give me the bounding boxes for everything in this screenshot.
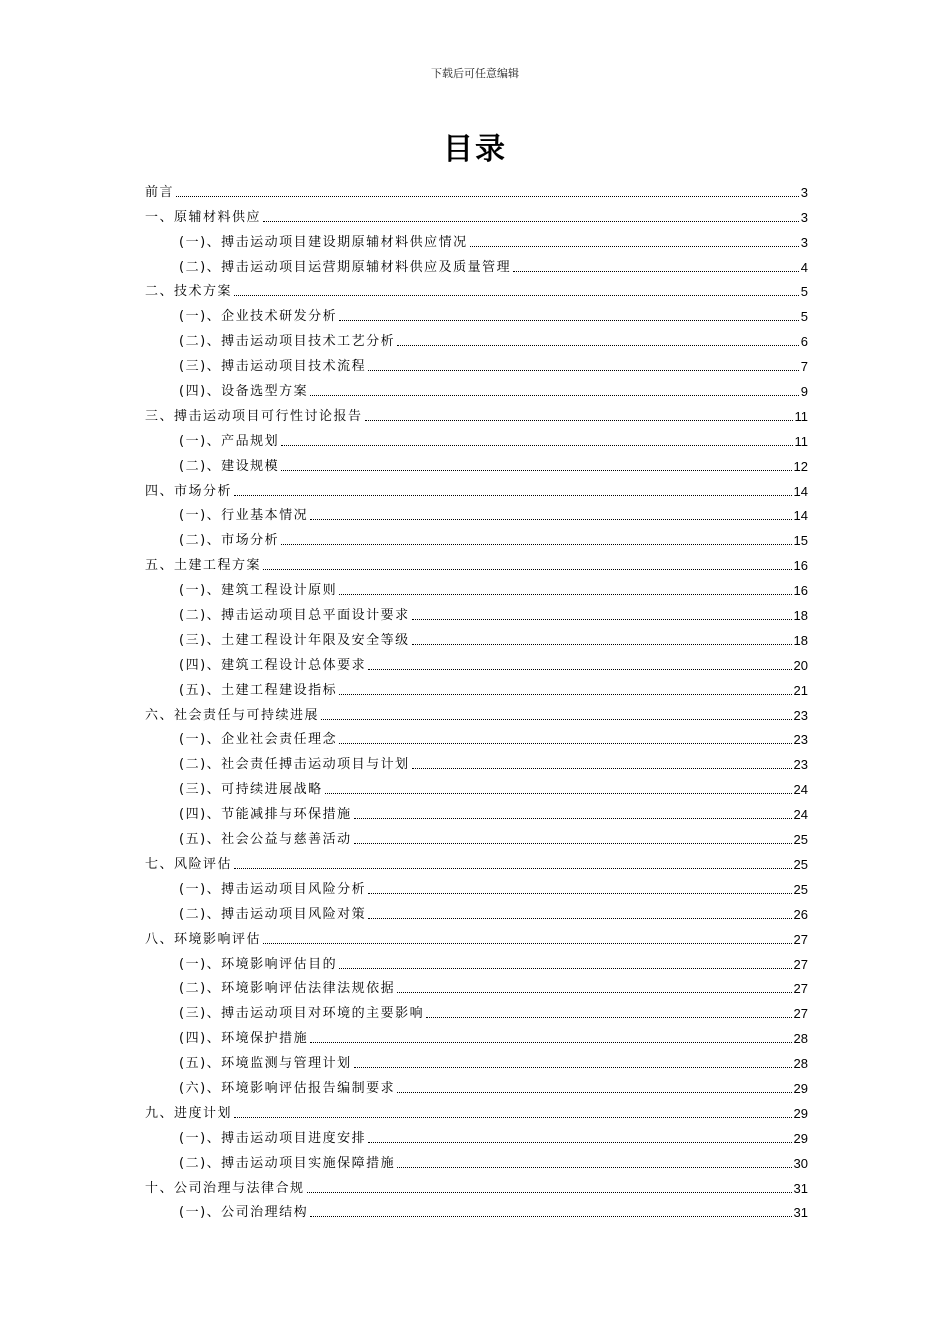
toc-entry-title: 二、技术方案 [145,284,233,300]
toc-section-entry[interactable] [145,176,808,201]
toc-entry-title: (二)、建设规模 [179,458,280,474]
toc-dot-leader [339,594,791,595]
toc-subsection-entry[interactable] [145,1147,808,1172]
toc-dot-leader [397,992,791,993]
toc-page-number: 3 [800,234,808,250]
toc-page-number: 11 [794,408,808,424]
toc-page-number: 16 [793,583,808,599]
toc-subsection-entry[interactable] [145,500,808,525]
toc-page-number: 16 [793,558,808,574]
toc-subsection-entry[interactable] [145,226,808,251]
toc-dot-leader [234,295,799,296]
toc-dot-leader [365,420,793,421]
toc-dot-leader [368,669,791,670]
toc-page-number: 29 [793,1105,808,1121]
toc-entry-title: (四)、节能减排与环保措施 [179,807,352,823]
toc-subsection-entry[interactable] [145,425,808,450]
toc-page-number: 29 [793,1080,808,1096]
toc-page-number: 25 [793,832,808,848]
toc-page-number: 11 [794,433,808,449]
toc-subsection-entry[interactable] [145,1047,808,1072]
toc-subsection-entry[interactable] [145,674,808,699]
toc-entry-title: (四)、环境保护措施 [179,1031,309,1047]
toc-page-number: 23 [793,732,808,748]
toc-subsection-entry[interactable] [145,823,808,848]
toc-entry-title: (二)、搏击运动项目运营期原辅材料供应及质量管理 [179,259,512,275]
toc-page-number: 5 [800,309,808,325]
toc-entry-title: (二)、搏击运动项目技术工艺分析 [179,334,396,350]
toc-entry-title: (五)、土建工程建设指标 [179,682,338,698]
toc-entry-title: (一)、公司治理结构 [179,1205,309,1221]
toc-dot-leader [339,968,791,969]
toc-subsection-entry[interactable] [145,624,808,649]
toc-page-number: 24 [793,807,808,823]
toc-entry-title: 一、原辅材料供应 [145,209,262,225]
toc-entry-title: (一)、行业基本情况 [179,508,309,524]
toc-page-number: 7 [800,359,808,375]
toc-dot-leader [470,246,799,247]
toc-page-number: 31 [793,1205,808,1221]
toc-entry-title: (一)、搏击运动项目建设期原辅材料供应情况 [179,234,468,250]
toc-dot-leader [234,868,792,869]
toc-entry-title: (二)、市场分析 [179,533,280,549]
toc-section-entry[interactable] [145,1172,808,1197]
toc-entry-title: 前言 [145,184,175,200]
toc-entry-title: (二)、搏击运动项目风险对策 [179,906,367,922]
toc-subsection-entry[interactable] [145,1122,808,1147]
toc-page-number: 24 [793,782,808,798]
toc-entry-title: 三、搏击运动项目可行性讨论报告 [145,408,363,424]
toc-subsection-entry[interactable] [145,748,808,773]
toc-entry-title: 六、社会责任与可持续进展 [145,707,320,723]
toc-entry-title: (五)、社会公益与慈善活动 [179,832,352,848]
toc-dot-leader [281,445,792,446]
toc-subsection-entry[interactable] [145,1072,808,1097]
toc-page-number: 14 [793,483,808,499]
toc-subsection-entry[interactable] [145,798,808,823]
toc-dot-leader [234,495,792,496]
toc-dot-leader [354,818,792,819]
toc-dot-leader [263,221,799,222]
toc-section-entry[interactable] [145,549,808,574]
toc-subsection-entry[interactable] [145,524,808,549]
toc-section-entry[interactable] [145,848,808,873]
toc-dot-leader [263,569,792,570]
toc-entry-title: (一)、企业社会责任理念 [179,732,338,748]
toc-dot-leader [368,893,791,894]
toc-dot-leader [307,1192,792,1193]
toc-page-number: 27 [793,1006,808,1022]
toc-entry-title: 十、公司治理与法律合规 [145,1180,305,1196]
toc-entry-title: (四)、设备选型方案 [179,384,309,400]
toc-dot-leader [368,1142,791,1143]
toc-dot-leader [234,1117,792,1118]
toc-page-number: 4 [800,259,808,275]
toc-page-number: 20 [793,657,808,673]
toc-page-number: 12 [793,458,808,474]
toc-dot-leader [397,1167,791,1168]
toc-entry-title: 八、环境影响评估 [145,931,262,947]
toc-section-entry[interactable] [145,475,808,500]
toc-entry-title: (一)、产品规划 [179,433,280,449]
toc-page-number: 21 [793,682,808,698]
toc-entry-title: (二)、搏击运动项目总平面设计要求 [179,608,410,624]
header-note: 下载后可任意编辑 [431,67,519,80]
toc-dot-leader [513,271,799,272]
toc-dot-leader [412,619,792,620]
toc-entry-title: (一)、企业技术研发分析 [179,309,338,325]
toc-entry-title: (一)、环境影响评估目的 [179,956,338,972]
toc-subsection-entry[interactable] [145,948,808,973]
toc-entry-title: (六)、环境影响评估报告编制要求 [179,1080,396,1096]
toc-page-number: 31 [793,1180,808,1196]
toc-subsection-entry[interactable] [145,649,808,674]
toc-page-number: 18 [793,632,808,648]
toc-subsection-entry[interactable] [145,1022,808,1047]
toc-page-number: 25 [793,881,808,897]
toc-page-number: 27 [793,956,808,972]
toc-section-entry[interactable] [145,923,808,948]
toc-dot-leader [310,1042,791,1043]
toc-subsection-entry[interactable] [145,375,808,400]
toc-page-number: 3 [800,184,808,200]
toc-entry-title: (三)、搏击运动项目对环境的主要影响 [179,1006,425,1022]
page-title: 目录 [443,132,507,167]
toc-entry-title: (三)、土建工程设计年限及安全等级 [179,632,410,648]
toc-subsection-entry[interactable] [145,574,808,599]
toc-section-entry[interactable] [145,699,808,724]
toc-entry-title: 五、土建工程方案 [145,558,262,574]
toc-entry-title: (四)、建筑工程设计总体要求 [179,657,367,673]
toc-dot-leader [310,395,799,396]
toc-page-number: 26 [793,906,808,922]
toc-dot-leader [263,943,792,944]
toc-entry-title: 九、进度计划 [145,1105,233,1121]
toc-page-number: 9 [800,384,808,400]
toc-section-entry[interactable] [145,1097,808,1122]
toc-dot-leader [325,793,792,794]
toc-dot-leader [281,470,791,471]
toc-entry-title: (二)、环境影响评估法律法规依据 [179,981,396,997]
toc-entry-title: (三)、可持续进展战略 [179,782,323,798]
toc-dot-leader [368,370,799,371]
toc-entry-title: (一)、建筑工程设计原则 [179,583,338,599]
toc-entry-title: (一)、搏击运动项目进度安排 [179,1130,367,1146]
toc-page-number: 30 [793,1155,808,1171]
toc-page-number: 27 [793,981,808,997]
toc-subsection-entry[interactable] [145,997,808,1022]
toc-dot-leader [354,843,792,844]
toc-page-number: 14 [793,508,808,524]
table-of-contents [145,176,808,1221]
toc-section-entry[interactable] [145,276,808,301]
toc-page-number: 15 [793,533,808,549]
toc-dot-leader [339,320,799,321]
toc-entry-title: 七、风险评估 [145,856,233,872]
toc-page-number: 3 [800,209,808,225]
toc-subsection-entry[interactable] [145,450,808,475]
toc-dot-leader [339,694,791,695]
toc-dot-leader [412,768,792,769]
toc-dot-leader [426,1017,791,1018]
toc-dot-leader [281,544,791,545]
toc-page-number: 28 [793,1056,808,1072]
toc-subsection-entry[interactable] [145,350,808,375]
toc-section-entry[interactable] [145,201,808,226]
toc-subsection-entry[interactable] [145,1197,808,1222]
toc-entry-title: (三)、搏击运动项目技术流程 [179,359,367,375]
toc-page-number: 29 [793,1130,808,1146]
toc-page-number: 18 [793,608,808,624]
toc-entry-title: (五)、环境监测与管理计划 [179,1056,352,1072]
toc-entry-title: (二)、社会责任搏击运动项目与计划 [179,757,410,773]
toc-page-number: 23 [793,757,808,773]
toc-dot-leader [397,1092,791,1093]
toc-page-number: 5 [800,284,808,300]
toc-page-number: 27 [793,931,808,947]
toc-subsection-entry[interactable] [145,251,808,276]
toc-section-entry[interactable] [145,400,808,425]
toc-subsection-entry[interactable] [145,898,808,923]
toc-dot-leader [339,743,791,744]
toc-subsection-entry[interactable] [145,773,808,798]
toc-page-number: 23 [793,707,808,723]
toc-entry-title: (二)、搏击运动项目实施保障措施 [179,1155,396,1171]
toc-entry-title: 四、市场分析 [145,483,233,499]
toc-subsection-entry[interactable] [145,724,808,749]
toc-dot-leader [354,1067,792,1068]
toc-subsection-entry[interactable] [145,873,808,898]
toc-page-number: 28 [793,1031,808,1047]
toc-subsection-entry[interactable] [145,325,808,350]
toc-dot-leader [310,519,791,520]
toc-subsection-entry[interactable] [145,973,808,998]
toc-dot-leader [310,1216,791,1217]
toc-dot-leader [412,644,792,645]
toc-subsection-entry[interactable] [145,300,808,325]
toc-entry-title: (一)、搏击运动项目风险分析 [179,881,367,897]
toc-dot-leader [368,918,791,919]
toc-subsection-entry[interactable] [145,599,808,624]
toc-dot-leader [321,719,792,720]
toc-page-number: 6 [800,334,808,350]
toc-dot-leader [397,345,799,346]
toc-page-number: 25 [793,856,808,872]
toc-dot-leader [176,196,799,197]
